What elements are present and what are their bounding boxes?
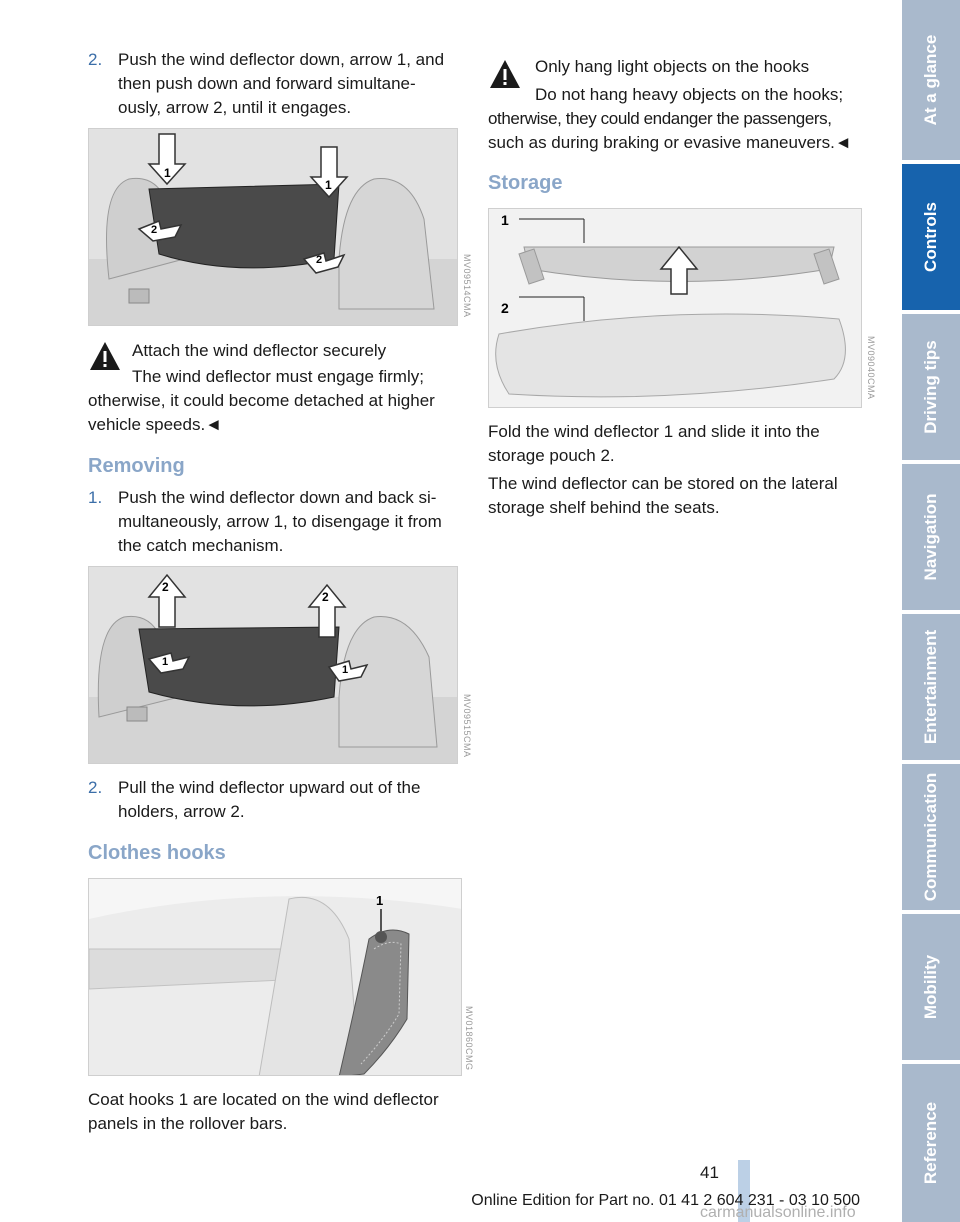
figure-label: 2	[501, 300, 509, 316]
warning-title: Only hang light objects on the hooks	[535, 57, 810, 76]
tab-navigation[interactable]: Navigation	[902, 464, 960, 610]
tab-entertainment[interactable]: Entertainment	[902, 614, 960, 760]
figure-code: MV01860CMG	[464, 1006, 474, 1071]
step-text-line: Push the wind deflector down, arrow 1, and	[118, 50, 445, 69]
page-number: 41	[700, 1163, 719, 1182]
step-text-line: holders, arrow 2.	[118, 802, 245, 821]
tab-controls[interactable]: Controls	[902, 164, 960, 310]
warning-icon	[488, 58, 522, 90]
figure-code: MV09514CMA	[462, 254, 472, 318]
paragraph-line: Fold the wind deflector 1 and slide it into the	[488, 422, 820, 441]
figure-label: 1	[501, 212, 509, 228]
section-heading-storage: Storage	[488, 172, 563, 194]
tab-at-a-glance[interactable]: At a glance	[902, 0, 960, 160]
figure-storage	[488, 208, 862, 408]
tab-mobility[interactable]: Mobility	[902, 914, 960, 1060]
step-number: 2.	[88, 778, 103, 797]
figure-code: MV09515CMA	[462, 694, 472, 758]
paragraph-line: Coat hooks 1 are located on the wind deflector	[88, 1090, 439, 1109]
step-text-line: ously, arrow 2, until it engages.	[118, 98, 352, 117]
step-text-line: Push the wind deflector down and back si-	[118, 488, 437, 507]
paragraph-line: The wind deflector can be stored on the lateral	[488, 474, 838, 493]
figure-label: 1	[164, 166, 171, 180]
warning-text-line: Do not hang heavy objects on the hooks;	[535, 85, 844, 104]
figure-clothes-hooks	[88, 878, 462, 1076]
warning-text-line: otherwise, it could become detached at higher	[88, 391, 435, 410]
paragraph-line: storage pouch 2.	[488, 446, 615, 465]
figure-label: 1	[162, 656, 169, 668]
tab-driving-tips[interactable]: Driving tips	[902, 314, 960, 460]
step-text-line: Pull the wind deflector upward out of the	[118, 778, 421, 797]
paragraph-line: storage shelf behind the seats.	[488, 498, 720, 517]
footer-edition: Online Edition for Part no. 01 41 2 604 231 - 03 10 500	[471, 1192, 860, 1209]
figure-label: 2	[151, 224, 158, 236]
step-number: 1.	[88, 488, 103, 507]
warning-text-line: vehicle speeds.◄	[88, 415, 223, 434]
step-text-line: multaneously, arrow 1, to disengage it from	[118, 512, 442, 531]
figure-code: MV09040CMA	[866, 336, 876, 400]
step-text-line: then push down and forward simultane-	[118, 74, 416, 93]
paragraph-line: panels in the rollover bars.	[88, 1114, 288, 1133]
tab-communication[interactable]: Communication	[902, 764, 960, 910]
figure-label: 2	[322, 590, 329, 604]
warning-title: Attach the wind deflector securely	[132, 341, 387, 360]
step-text-line: the catch mechanism.	[118, 536, 284, 555]
figure-label: 2	[162, 580, 169, 594]
warning-text-line: otherwise, they could endanger the passengers,	[488, 109, 832, 128]
warning-text-line: The wind deflector must engage firmly;	[132, 367, 424, 386]
step-number: 2.	[88, 50, 103, 69]
figure-label: 1	[342, 664, 349, 676]
figure-engage-deflector	[88, 128, 458, 326]
tab-reference[interactable]: Reference	[902, 1064, 960, 1222]
figure-label: 1	[325, 178, 332, 192]
section-heading-removing: Removing	[88, 455, 185, 477]
figure-disengage-deflector	[88, 566, 458, 764]
chapter-tabs	[902, 0, 960, 1222]
watermark: carmanualsonline.info	[700, 1204, 856, 1221]
section-heading-clothes-hooks: Clothes hooks	[88, 842, 226, 864]
figure-label: 2	[316, 254, 323, 266]
figure-label: 1	[376, 893, 384, 908]
warning-text-line: such as during braking or evasive maneuvers.◄	[488, 133, 852, 152]
warning-icon	[88, 340, 122, 372]
